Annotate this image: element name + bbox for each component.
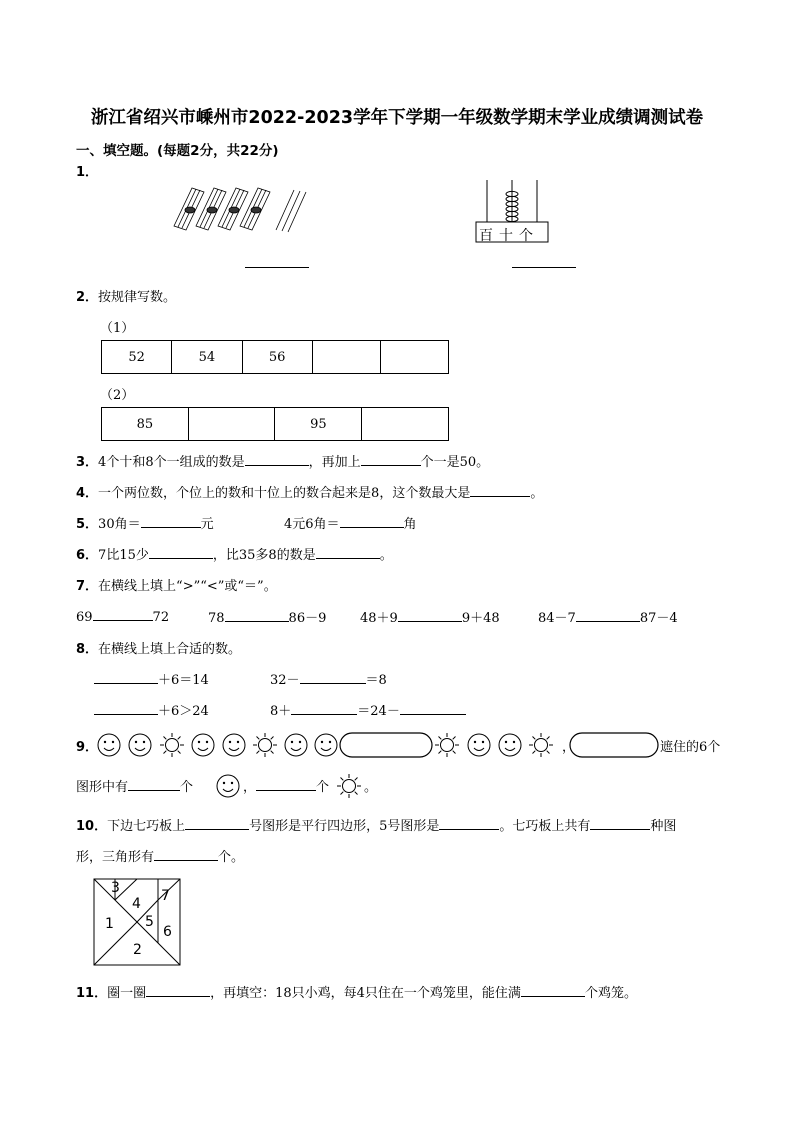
section-heading: 一、填空题。(每题2分，共22分) — [76, 143, 279, 159]
compare-left: 78 — [208, 611, 225, 626]
answer-blank[interactable] — [146, 983, 210, 997]
question-text: 在横线上填上合适的数。 — [98, 642, 242, 657]
question-number: 3． — [76, 455, 99, 470]
compare-blank[interactable] — [93, 607, 153, 621]
smiley-icon — [499, 734, 521, 756]
question-text: 个 — [180, 780, 194, 795]
compare-left: 48＋9 — [360, 611, 398, 626]
compare-right: 86－9 — [288, 611, 327, 626]
question-text: 形，三角形有 — [76, 850, 155, 865]
question-number: 10． — [76, 819, 108, 834]
question-text: 圈一圈 — [107, 986, 147, 1001]
answer-blank[interactable] — [361, 452, 421, 466]
tangram-piece-label: 6 — [163, 924, 172, 940]
question-text: 图形中有 — [76, 780, 129, 795]
tangram-piece-label: 5 — [145, 914, 154, 930]
question-text: 。 — [379, 548, 393, 563]
compare-right: 72 — [152, 610, 170, 625]
question-number: 7． — [76, 579, 99, 594]
question-text: 个一是50。 — [420, 455, 490, 470]
number-sequence-table-1 — [101, 340, 449, 374]
answer-blank[interactable] — [521, 983, 585, 997]
answer-blank[interactable] — [154, 847, 218, 861]
answer-blank[interactable] — [470, 483, 530, 497]
question-text: 遮住的6个 — [660, 740, 721, 755]
sun-icon — [253, 733, 277, 757]
compare-left: 84－7 — [538, 611, 576, 626]
pattern-row — [96, 730, 686, 762]
compare-blank[interactable] — [398, 608, 462, 622]
abacus-label-tens: 十 — [499, 228, 519, 244]
compare-right: 87－4 — [639, 611, 678, 626]
question-text: 按规律写数。 — [98, 290, 177, 305]
sun-icon — [435, 733, 459, 757]
question-number: 4． — [76, 486, 99, 501]
answer-blank[interactable] — [141, 514, 201, 528]
question-text: ， — [243, 780, 257, 795]
question-number: 9． — [76, 740, 99, 755]
tangram-piece-label: 2 — [133, 942, 142, 958]
covered-shapes-box — [340, 733, 432, 757]
number-sequence-table-2 — [101, 407, 449, 441]
smiley-icon — [468, 734, 490, 756]
question-number: 1． — [76, 165, 99, 180]
tangram-figure — [93, 878, 181, 966]
sequence-blank-cell[interactable] — [312, 341, 380, 374]
answer-blank[interactable] — [590, 816, 650, 830]
sequence-blank-cell[interactable] — [362, 408, 449, 441]
sequence-cell: 52 — [102, 341, 172, 374]
question-text: 。 — [530, 486, 544, 501]
question-text: 一个两位数，个位上的数和十位上的数合起来是8，这个数最大是 — [98, 486, 471, 501]
sequence-cell: 56 — [242, 341, 312, 374]
smiley-icon — [285, 734, 307, 756]
question-text: 7比15少 — [98, 548, 149, 563]
answer-blank[interactable] — [316, 545, 380, 559]
question-text: 下边七巧板上 — [107, 819, 186, 834]
sub-question-label: （1） — [100, 321, 135, 336]
question-text: 。 — [364, 780, 378, 795]
answer-blank[interactable] — [128, 777, 180, 791]
covered-shapes-box-reference — [570, 733, 658, 757]
question-text: 4个十和8个一组成的数是 — [98, 455, 245, 470]
answer-blank[interactable] — [245, 254, 309, 268]
question-text: 号图形是平行四边形，5号图形是 — [249, 819, 440, 834]
smiley-icon — [315, 734, 337, 756]
smiley-icon — [214, 772, 242, 800]
tangram-piece-label: 4 — [132, 896, 141, 912]
answer-blank[interactable] — [94, 670, 158, 684]
sequence-cell: 85 — [102, 408, 189, 441]
question-text: ，再填空：18只小鸡，每4只住在一个鸡笼里，能住满 — [210, 986, 521, 1001]
sequence-cell: 54 — [172, 341, 242, 374]
answer-blank[interactable] — [245, 452, 309, 466]
equation-text: 32－ — [270, 673, 300, 688]
answer-blank[interactable] — [340, 514, 404, 528]
answer-blank[interactable] — [512, 254, 576, 268]
question-number: 6． — [76, 548, 99, 563]
page-title: 浙江省绍兴市嵊州市2022-2023学年下学期一年级数学期末学业成绩调测试卷 — [90, 108, 704, 128]
equation-text: ＝8 — [365, 673, 387, 688]
answer-blank[interactable] — [256, 777, 316, 791]
sequence-blank-cell[interactable] — [380, 341, 448, 374]
tangram-piece-label: 7 — [161, 888, 170, 904]
tangram-piece-label: 1 — [105, 916, 114, 932]
question-number: 5． — [76, 517, 99, 532]
equation-text: ＋6＞24 — [158, 704, 209, 719]
bundled-sticks-figure — [172, 186, 314, 234]
abacus-label-hundreds: 百 — [479, 228, 499, 244]
answer-blank[interactable] — [94, 701, 158, 715]
question-text: 个鸡笼。 — [584, 986, 637, 1001]
answer-blank[interactable] — [149, 545, 213, 559]
answer-blank[interactable] — [185, 816, 249, 830]
question-text: 个 — [316, 780, 330, 795]
question-text: 元 — [200, 517, 214, 532]
answer-blank[interactable] — [439, 816, 499, 830]
smiley-icon — [223, 734, 245, 756]
sequence-blank-cell[interactable] — [188, 408, 275, 441]
question-text: 个。 — [218, 850, 245, 865]
question-number: 11． — [76, 986, 108, 1001]
sun-icon — [335, 772, 363, 800]
question-number: 8． — [76, 642, 99, 657]
question-text: 在横线上填上“>”“<”或“＝”。 — [98, 579, 277, 594]
question-text: ，比35多8的数是 — [212, 548, 316, 563]
answer-blank[interactable] — [300, 670, 366, 684]
question-text: 种图 — [650, 819, 677, 834]
sun-icon — [160, 733, 184, 757]
equation-text: ＝24－ — [357, 704, 400, 719]
tangram-piece-label: 3 — [111, 880, 120, 896]
smiley-icon — [129, 734, 151, 756]
question-text: ，再加上 — [308, 455, 361, 470]
compare-blank[interactable] — [576, 608, 640, 622]
question-text: 。七巧板上共有 — [499, 819, 591, 834]
equation-text: ＋6＝14 — [158, 673, 209, 688]
smiley-icon — [98, 734, 120, 756]
sun-icon — [529, 733, 553, 757]
question-text: 4元6角＝ — [284, 517, 340, 532]
question-text: 角 — [403, 517, 417, 532]
question-text: ， — [562, 740, 576, 755]
question-text: 30角＝ — [98, 517, 141, 532]
answer-blank[interactable] — [291, 701, 357, 715]
sequence-cell: 95 — [275, 408, 362, 441]
abacus-label-ones: 个 — [519, 228, 539, 244]
compare-right: 9＋48 — [461, 611, 500, 626]
equation-text: 8＋ — [270, 704, 292, 719]
compare-left: 69 — [76, 610, 93, 625]
question-number: 2． — [76, 290, 99, 305]
sub-question-label: （2） — [100, 388, 135, 403]
answer-blank[interactable] — [400, 701, 466, 715]
compare-blank[interactable] — [225, 608, 289, 622]
smiley-icon — [192, 734, 214, 756]
